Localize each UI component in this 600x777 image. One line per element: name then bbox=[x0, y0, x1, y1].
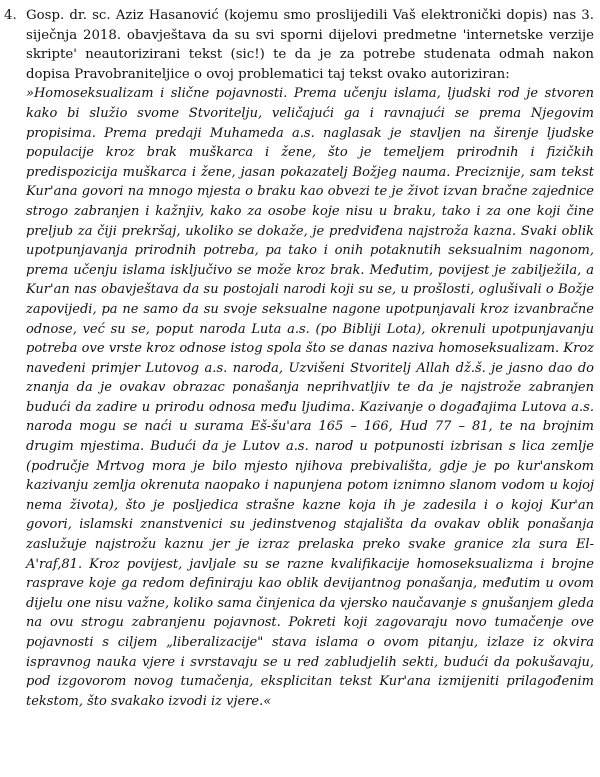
quoted-text: »Homoseksualizam i slične pojavnosti. Prema učenju islama, ljudski rod je stvoren kako bi služio svome Stvoritelju, veličajući ga i ravnajući se prema Njegovim propisima. Prema predaji Muhameda a.s. naglasak je stavljen na širenje ljudske populacije kroz brak muškarca i žene, što je temeljem prirodnih i fizičkih predispozicija muškarca i žene, jasan pokazatelj Božjeg nauma. Preciznije, sam tekst Kur'ana govori na mnogo mjesta o braku kao obvezi te je život izvan bračne zajednice strogo zabranjen i kažnjiv, kako za osobe koje nisu u braku, tako i za one koji čine preljub za čiji prekršaj, ukoliko se dokaže, je predviđena najstroža kazna. Svaki oblik upotpunjavanja prirodnih potreba, pa tako i onih potaknutih seksualnim nagonom, prema učenju islama isključivo se može kroz brak. Međutim, povijest je zabilježila, a Kur'an nas obavještava da su postojali narodi koji su se, u prošlosti, oglušivali o Božje zapovijedi, pa ne samo da su svoje seksualne nagone upotpunjavali kroz izvanbračne odnose, već su se, poput naroda Luta a.s. (po Bibliji Lota), okrenuli upotpunjavanju potreba ove vrste kroz odnose istog spola što se danas naziva homoseksualizam. Kroz navedeni primjer Lutovog a.s. naroda, Uzvišeni Stvoritelj Allah dž.š. je jasno dao do znanja da je ovakav obrazac ponašanja neprihvatljiv te da je najstrože zabranjen budući da zadire u prirodu odnosa među ljudima. Kazivanje o događajima Lutova a.s. naroda mogu se naći u surama Eš-šu'ara 165 – 166, Hud 77 – 81, te na brojnim drugim mjestima. Budući da je Lutov a.s. narod u potpunosti izbrisan s lica zemlje (područje Mrtvog mora je bilo mjesto njihova prebivališta, gdje je po kur'anskom kazivanju zemlja okrenuta naopako i napunjena potom iznimno slanom vodom u kojoj nema života), što je posljedica strašne kazne koja ih je zadesila i o kojoj Kur'an govori, islamski znanstvenici su jedinstvenog stajališta da ovakav oblik ponašanja zaslužuje najstrožu kaznu jer je izraz prelaska preko svake granice zla sura El-A'raf,81. Kroz povijest, javljale su se razne kvalifikacije homoseksualizma i brojne rasprave koje ga redom definiraju kao oblik devijantnog ponašanja, međutim u ovom dijelu one nisu važne, koliko sama činjenica da vjersko naučavanje s gnušanjem gleda na ovu strogu zabranjenu pojavnost. Pokreti koji zagovaraju novo tumačenje ove pojavnosti s ciljem „liberalizacije" stava islama o ovom pitanju, izlaze iz okvira ispravnog nauka vjere i svrstavaju se u red zabludjelih sekti, budući da pokušavaju, pod izgovorom novog tumačenja, eksplicitan tekst Kur'ana izmijeniti prilagođenim tekstom, što svakako izvodi iz vjere.« bbox=[26, 86, 594, 709]
numbered-item bbox=[4, 6, 594, 711]
item-number: 4. bbox=[4, 8, 17, 23]
intro-paragraph: Gosp. dr. sc. Aziz Hasanović (kojemu smo proslijedili Vaš elektronički dopis) nas 3. siječnja 2018. obavještava da su svi sporni dijelovi predmetne 'internetske verzije skripte' neautorizirani tekst (sic!) te da je za potrebe studenata odmah nakon dopisa Pravobraniteljice o ovoj problematici taj tekst ovako autoriziran: bbox=[26, 8, 594, 82]
item-body bbox=[26, 6, 594, 711]
